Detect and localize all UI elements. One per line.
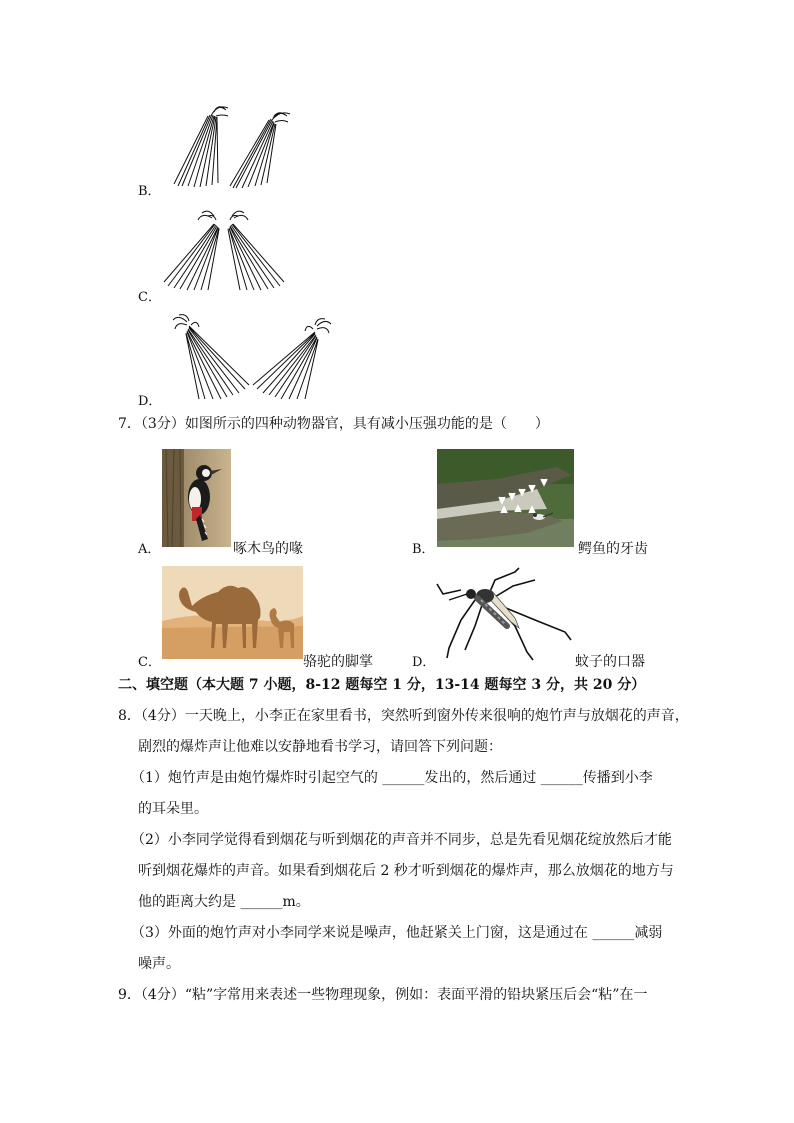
q8-line1: 8．（4分）一天晚上，小李正在家里看书，突然听到窗外传来很响的炮竹声与放烟花的声音， [118, 708, 689, 724]
q7-option-c-label: C． [138, 655, 161, 670]
option-c-figure [160, 206, 300, 294]
q9-line1: 9．（4分）“粘”字常用来表述一些物理现象，例如：表面平滑的铅块紧压后会“粘”在一 [118, 987, 648, 1003]
q8-p1-line2: 的耳朵里。 [138, 801, 208, 817]
q7-stem: 7．（3分）如图所示的四种动物器官，具有减小压强功能的是（ ） [118, 416, 549, 432]
option-c-label: C． [138, 290, 161, 305]
mosquito-image [435, 566, 575, 662]
q8-line2: 剧烈的爆炸声让他难以安静地看书学习，请回答下列问题： [138, 739, 502, 755]
woodpecker-image [162, 449, 231, 547]
q8-p1-line1: （1）炮竹声是由炮竹爆炸时引起空气的 ______发出的，然后通过 ______传播到小李 [131, 770, 653, 786]
camel-image [162, 566, 303, 659]
option-d-figure [165, 313, 335, 403]
q8-p2-line1: （2）小李同学觉得看到烟花与听到烟花的声音并不同步，总是先看见烟花绽放然后才能 [131, 832, 672, 848]
q7-option-b-label: B． [412, 542, 435, 557]
q8-p2-line3: 他的距离大约是 ______m。 [138, 894, 310, 910]
q7-option-b-caption: 鳄鱼的牙齿 [578, 541, 648, 557]
section2-heading: 二、填空题（本大题 7 小题，8-12 题每空 1 分，13-14 题每空 3 分，共 20 分） [118, 677, 646, 693]
q7-option-a-caption: 啄木鸟的喙 [233, 541, 303, 557]
option-d-label: D． [138, 394, 162, 409]
q8-p2-line2: 听到烟花爆炸的声音。如果看到烟花后 2 秒才听到烟花的爆炸声，那么放烟花的地方与 [138, 863, 674, 879]
option-b-label: B． [138, 184, 161, 199]
option-b-figure [160, 100, 300, 192]
q7-option-c-caption: 骆驼的脚掌 [303, 654, 373, 670]
q7-option-d-label: D． [412, 655, 436, 670]
q8-p3-line2: 噪声。 [138, 956, 180, 972]
q7-option-d-caption: 蚊子的口器 [575, 654, 645, 670]
crocodile-image [437, 449, 574, 547]
q8-p3-line1: （3）外面的炮竹声对小李同学来说是噪声，他赶紧关上门窗，这是通过在 ______减弱 [131, 925, 663, 941]
q7-option-a-label: A． [138, 542, 161, 557]
